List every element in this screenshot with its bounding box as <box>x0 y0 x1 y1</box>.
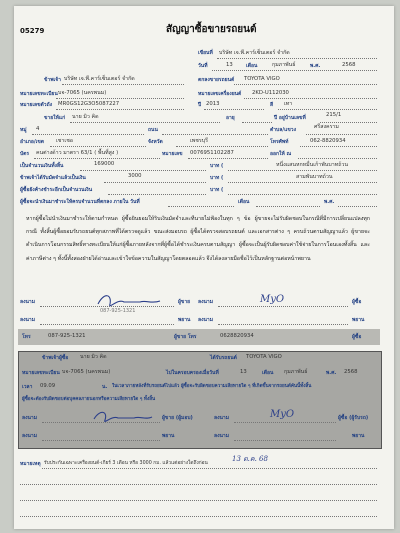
engine-label: หมายเลขเครื่องยนต์ <box>198 91 242 97</box>
date-day: 13 <box>226 62 233 68</box>
total-words: หนึ่งแสนหกหมื่นเก้าพันบาทถ้วน <box>276 162 349 168</box>
brand-label: ตกลงขายรถยนต์ <box>198 77 235 83</box>
year-label: พ.ศ. <box>310 63 321 69</box>
idcard-label: บัตร <box>20 151 30 157</box>
engine-value: 2KD-U112030 <box>252 90 289 96</box>
district-label: อำเภอ/เขต <box>20 139 45 145</box>
total-label: เป็นจำนวนเงินทั้งสิ้น <box>20 163 64 169</box>
receiver-label: ข้าพเจ้าผู้ซื้อ <box>42 355 69 361</box>
moo-value: 4 <box>36 126 40 132</box>
receipt-time: 09.09 <box>40 383 56 389</box>
seller-sign-label: ลงนาม <box>20 299 36 305</box>
buyer-role-1: ผู้ซื้อ <box>352 299 362 305</box>
buyer-phone-label: ผู้ขาย โทร <box>174 334 197 340</box>
idcard-type: คนต่างด้าว มาตรา 63/1 ( พื้นที่สูง ) <box>36 150 119 156</box>
seller-label: ข้าพเจ้า <box>44 77 61 83</box>
buyer-name: นาย มิว คิด <box>72 114 99 120</box>
subdistrict-label: ตำบล/แขวง <box>270 127 297 133</box>
color-label: สี <box>270 102 274 108</box>
date-year: 2568 <box>342 62 356 68</box>
chassis-value: MR0GS12G3O5087227 <box>58 101 120 107</box>
due-month-label: เดือน <box>238 199 250 205</box>
seller-role-1: ผู้ขาย <box>178 299 191 305</box>
receipt-year: 2568 <box>344 369 358 375</box>
witness-role-1: พยาน <box>178 317 191 323</box>
remaining-unit: บาท ( <box>210 187 224 193</box>
receipt-plate-label: หมายเลขทะเบียน <box>22 370 60 376</box>
phone-value: 062-8820934 <box>310 138 346 144</box>
document-number: 05279 <box>20 27 45 35</box>
issued-at-label: ออกให้ ณ <box>270 151 292 157</box>
color-value: เทา <box>284 101 293 107</box>
seller-name: บริษัท เจ.พี.คาร์เซ็นเตอร์ จำกัด <box>64 76 135 82</box>
province-value: เพชรบุรี <box>190 138 208 144</box>
receipt-witness-sign-label: ลงนาม <box>22 433 38 439</box>
receipt-month: กุมภาพันธ์ <box>284 369 308 375</box>
receipt-responsibility-2: ผู้ซื้อจะต้องรับผิดชอบต่อบุคคลภายนอกหรือความเสียหายใด ๆ ทั้งสิ้น <box>22 397 156 402</box>
note-text: รับประกันเฉพาะเครื่องยนต์-เกียร์ 3 เดือน หรือ 3000 กม. แล้วแต่อย่างใดถึงก่อน <box>44 461 208 466</box>
receiver-name: นาย มิว คิด <box>80 354 107 360</box>
receiver-signature: MyO <box>270 409 295 420</box>
receiver-role: ผู้ซื้อ (ผู้รับรถ) <box>338 415 369 421</box>
received-brand: TOYOTA VIGO <box>246 354 282 360</box>
receipt-responsibility: ในเวลาภายหลังที่รับรถยนต์ไปแล้ว ผู้ซื้อจะรับผิดชอบความเสียหายใด ๆ ที่เกิดขึ้นจากรถยนต์คันนี้ทั้งสิ้น <box>112 384 312 389</box>
deposit-words: สามพันบาทถ้วน <box>296 174 333 180</box>
witness-role-2: พยาน <box>352 317 365 323</box>
receipt-time-label: เวลา <box>22 384 33 390</box>
witness2-sign-label: ลงนาม <box>198 317 214 323</box>
deposit-value: 3000 <box>128 173 142 179</box>
receipt-year-label: พ.ศ. <box>326 370 337 376</box>
receipt-plate: บจ-7065 (นครพนม) <box>62 369 111 375</box>
receipt-day: 13 <box>240 369 247 375</box>
deliverer-sign-label: ลงนาม <box>22 415 38 421</box>
house-no-value: 215/1 <box>326 112 342 118</box>
buyer-phone-value: 0628820934 <box>220 333 254 339</box>
document-title: สัญญาซื้อขายรถยนต์ <box>166 24 257 35</box>
seller-phone-label: โทร <box>22 334 31 340</box>
age-label: อายุ <box>226 115 235 121</box>
brand-value: TOYOTA VIGO <box>244 76 280 82</box>
deliverer-signature <box>90 407 154 427</box>
remaining-label: ผู้ซื้อยังค้างชำระอีกเป็นจำนวนเงิน <box>20 187 93 193</box>
note-label: หมายเหตุ <box>20 461 41 467</box>
deposit-label: ข้าพเจ้าได้รับมัดจำแล้วเป็นเงิน <box>20 175 86 181</box>
due-year-label: พ.ศ. <box>324 199 335 205</box>
buyer-sign-label: ลงนาม <box>198 299 214 305</box>
deposit-unit: บาท ( <box>210 175 224 181</box>
model-year-value: 2013 <box>206 101 220 107</box>
road-label: ถนน <box>148 127 158 133</box>
date-label: วันที่ <box>198 63 208 69</box>
date-month: กุมภาพันธ์ <box>272 62 296 68</box>
due-label: ผู้ซื้อจะนำเงินมาชำระให้ครบจำนวนที่ตกลง ภายใน วันที่ <box>20 199 140 205</box>
receipt-month-label: เดือน <box>262 370 274 376</box>
total-unit: บาท ( <box>210 163 224 169</box>
model-year-label: ปี <box>198 102 202 108</box>
written-at-label: เขียนที่ <box>198 50 213 56</box>
phone-label: โทรศัพท์ <box>270 139 289 145</box>
seller-stamp-phone: 087-925-1321 <box>100 308 136 314</box>
month-label: เดือน <box>246 63 258 69</box>
receipt-witness2-sign-label: ลงนาม <box>214 433 230 439</box>
buyer-phone-role: ผู้ซื้อ <box>352 334 362 340</box>
subdistrict-value: ศรีสงคราม <box>314 124 339 130</box>
chassis-label: หมายเลขตัวถัง <box>20 102 53 108</box>
witness1-sign-label: ลงนาม <box>20 317 36 323</box>
sold-to-label: ขายให้แก่ <box>44 115 66 121</box>
receiver-sign-label: ลงนาม <box>214 415 230 421</box>
receipt-time-unit: น. <box>102 384 108 390</box>
deliverer-role: ผู้ขาย (ผู้มอบ) <box>162 415 193 421</box>
district-value: เชาเชอ <box>56 138 73 144</box>
moo-label: หมู่ <box>20 127 27 133</box>
buyer-signature: MyO <box>260 294 285 305</box>
house-no-label: ปี อยู่บ้านเลขที่ <box>274 115 306 121</box>
written-at-value: บริษัท เจ.พี.คาร์เซ็นเตอร์ จำกัด <box>219 50 290 56</box>
terms-paragraph: หากผู้ซื้อไม่นำเงินมาชำระให้ตามกำหนด ผู้ซื้อยินยอมให้ริบเงินมัดจำและทีนายไม่ฟ้องในทุก ๆ ข้อ ผู้ขายจะไม่รับผิดชอบในกรณีที่มีการเปลี่ยนแปลงทุกกรณี ทั้งสิ้นผู้ซื้อยอมรับรถยนต์ทุกสภาพที่ได้ตรวจดูแล้ว ขณะส่งมอบรถ ผู้ซื้อได้ตรวจสอบรถยนต์ และเอกสารต่าง ๆ ครบถ้วนตามสัญญาแล้ว ผู้ขายจะดำเนินการโอนกรรมสิทธิ์ทางทะเบียนให้แก่ผู้ซื้อภายหลังจากที่ผู้ซื้อได้ชำระเงินครบตามสัญญา ผู้ซื้อจะเป็นผู้รับผิดชอบค่าใช้จ่ายในการโอนเองทั้งสิ้น และค่าภาษีต่าง ๆ ทั้งนี้ทั้งสองฝ่ายได้อ่านและเข้าใจข้อความในสัญญาโดยตลอดแล้ว จึงได้ลงลายมือชื่อไว้เป็นหลักฐานต่อหน้าพยาน <box>26 216 370 262</box>
idcard-no-value: 0076951102287 <box>190 150 234 156</box>
contract-sheet <box>14 6 394 529</box>
seller-phone-value: 087-925-1321 <box>48 333 86 339</box>
receipt-witness-role-2: พยาน <box>352 433 365 439</box>
received-label: ได้รับรถยนต์ <box>210 355 237 361</box>
idcard-no-label: หมายเลข <box>162 151 183 157</box>
plate-label: หมายเลขทะเบียน <box>20 91 58 97</box>
receipt-date-label: ไปในครอบครองเมื่อวันที่ <box>166 370 219 376</box>
note-handwritten: 13 ต.ค. 68 <box>232 455 268 463</box>
plate-value: บจ-7065 (นครพนม) <box>58 90 107 96</box>
province-label: จังหวัด <box>148 139 163 145</box>
total-value: 169000 <box>94 161 115 167</box>
receipt-witness-role-1: พยาน <box>162 433 175 439</box>
